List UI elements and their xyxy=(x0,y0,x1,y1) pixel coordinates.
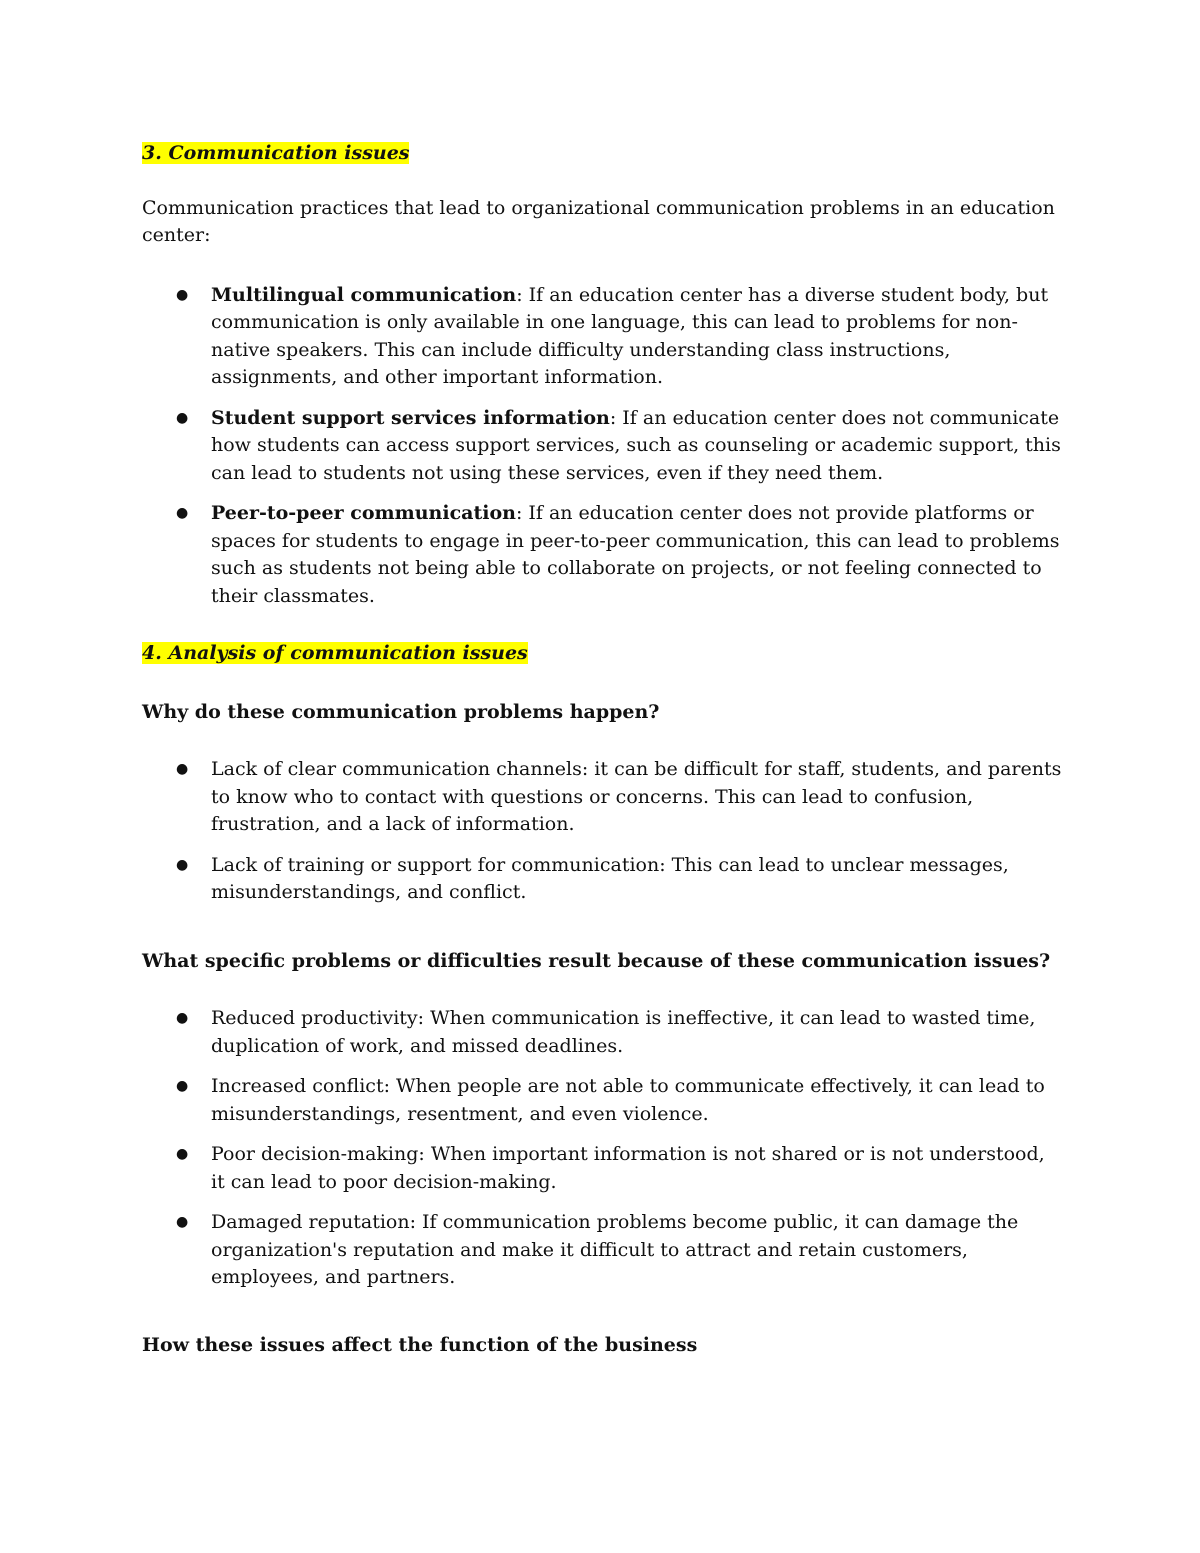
bullet-icon: ● xyxy=(176,286,189,303)
question-why-heading: Why do these communication problems happen? xyxy=(142,700,660,723)
list-item xyxy=(142,500,1062,610)
section-3-intro: Communication practices that lead to organizational communication problems in an education center: xyxy=(142,196,1055,246)
list-item-text: Poor decision-making: When important information is not shared or is not understood, it can lead to poor decision-making. xyxy=(211,1143,1045,1193)
list-item-text: Lack of training or support for communication: This can lead to unclear messages, misunderstandings, and conflict. xyxy=(211,853,1009,903)
list-item-term: Student support services information xyxy=(211,406,610,429)
bullet-icon: ● xyxy=(176,505,189,521)
list-item xyxy=(142,852,1062,907)
section-4-heading xyxy=(142,640,1062,668)
bullet-icon: ● xyxy=(176,856,189,873)
list-item-text: Lack of clear communication channels: it can be difficult for staff, students, and parents to know who to contact with questions or concerns. This can lead to confusion, frustration, and a lack of information. xyxy=(211,758,1062,835)
bullet-icon: ● xyxy=(176,1146,189,1162)
list-item-text: Reduced productivity: When communication is ineffective, it can lead to wasted time, duplication of work, and missed deadlines. xyxy=(211,1007,1036,1057)
list-item xyxy=(142,405,1062,488)
question-problems-heading: What specific problems or difficulties result because of these communication issues? xyxy=(142,949,1051,972)
list-item-text: Damaged reputation: If communication problems become public, it can damage the organization's reputation and make it difficult to attract and retain customers, employees, and partners. xyxy=(211,1211,1019,1288)
bullet-icon: ● xyxy=(176,409,189,426)
reasons-list xyxy=(142,756,1062,907)
bullet-icon: ● xyxy=(176,1078,189,1094)
list-item-text: Increased conflict: When people are not able to communicate effectively, it can lead to misunderstandings, resentment, and even violence. xyxy=(211,1075,1045,1125)
list-item-term: Peer-to-peer communication xyxy=(211,502,516,524)
list-item xyxy=(142,1005,1062,1060)
bullet-icon: ● xyxy=(176,1214,189,1230)
section-3-heading xyxy=(142,140,1062,168)
list-item-term: Multilingual communication xyxy=(211,283,517,306)
list-item xyxy=(142,1073,1062,1128)
list-item xyxy=(142,1209,1062,1292)
list-item-text: : If an education center does not communicate how students can access support services, such as counseling or academic support, this can lead to students not using these services, even if they need them. xyxy=(211,406,1061,484)
bullet-icon: ● xyxy=(176,761,189,777)
section-3-heading-highlight: 3. Communication issues xyxy=(142,142,410,164)
list-item-text: : If an education center has a diverse student body, but communication is only available in one language, this can lead to problems for non-native speakers. This can include difficulty understanding class instructions, assignments, and other important information. xyxy=(211,283,1049,388)
problems-list xyxy=(142,1005,1062,1292)
list-item xyxy=(142,282,1062,392)
list-item-text: : If an education center does not provide platforms or spaces for students to engage in peer-to-peer communication, this can lead to problems such as students not being able to collaborate on projects, or not feeling connected to their classmates. xyxy=(211,502,1060,607)
list-item xyxy=(142,1141,1062,1196)
bullet-icon: ● xyxy=(176,1010,189,1026)
document-page xyxy=(142,140,1062,1359)
section-4-heading-highlight: 4. Analysis of communication issues xyxy=(142,642,528,664)
communication-practices-list xyxy=(142,282,1062,611)
question-business-heading: How these issues affect the function of the business xyxy=(142,1333,698,1356)
list-item xyxy=(142,756,1062,839)
